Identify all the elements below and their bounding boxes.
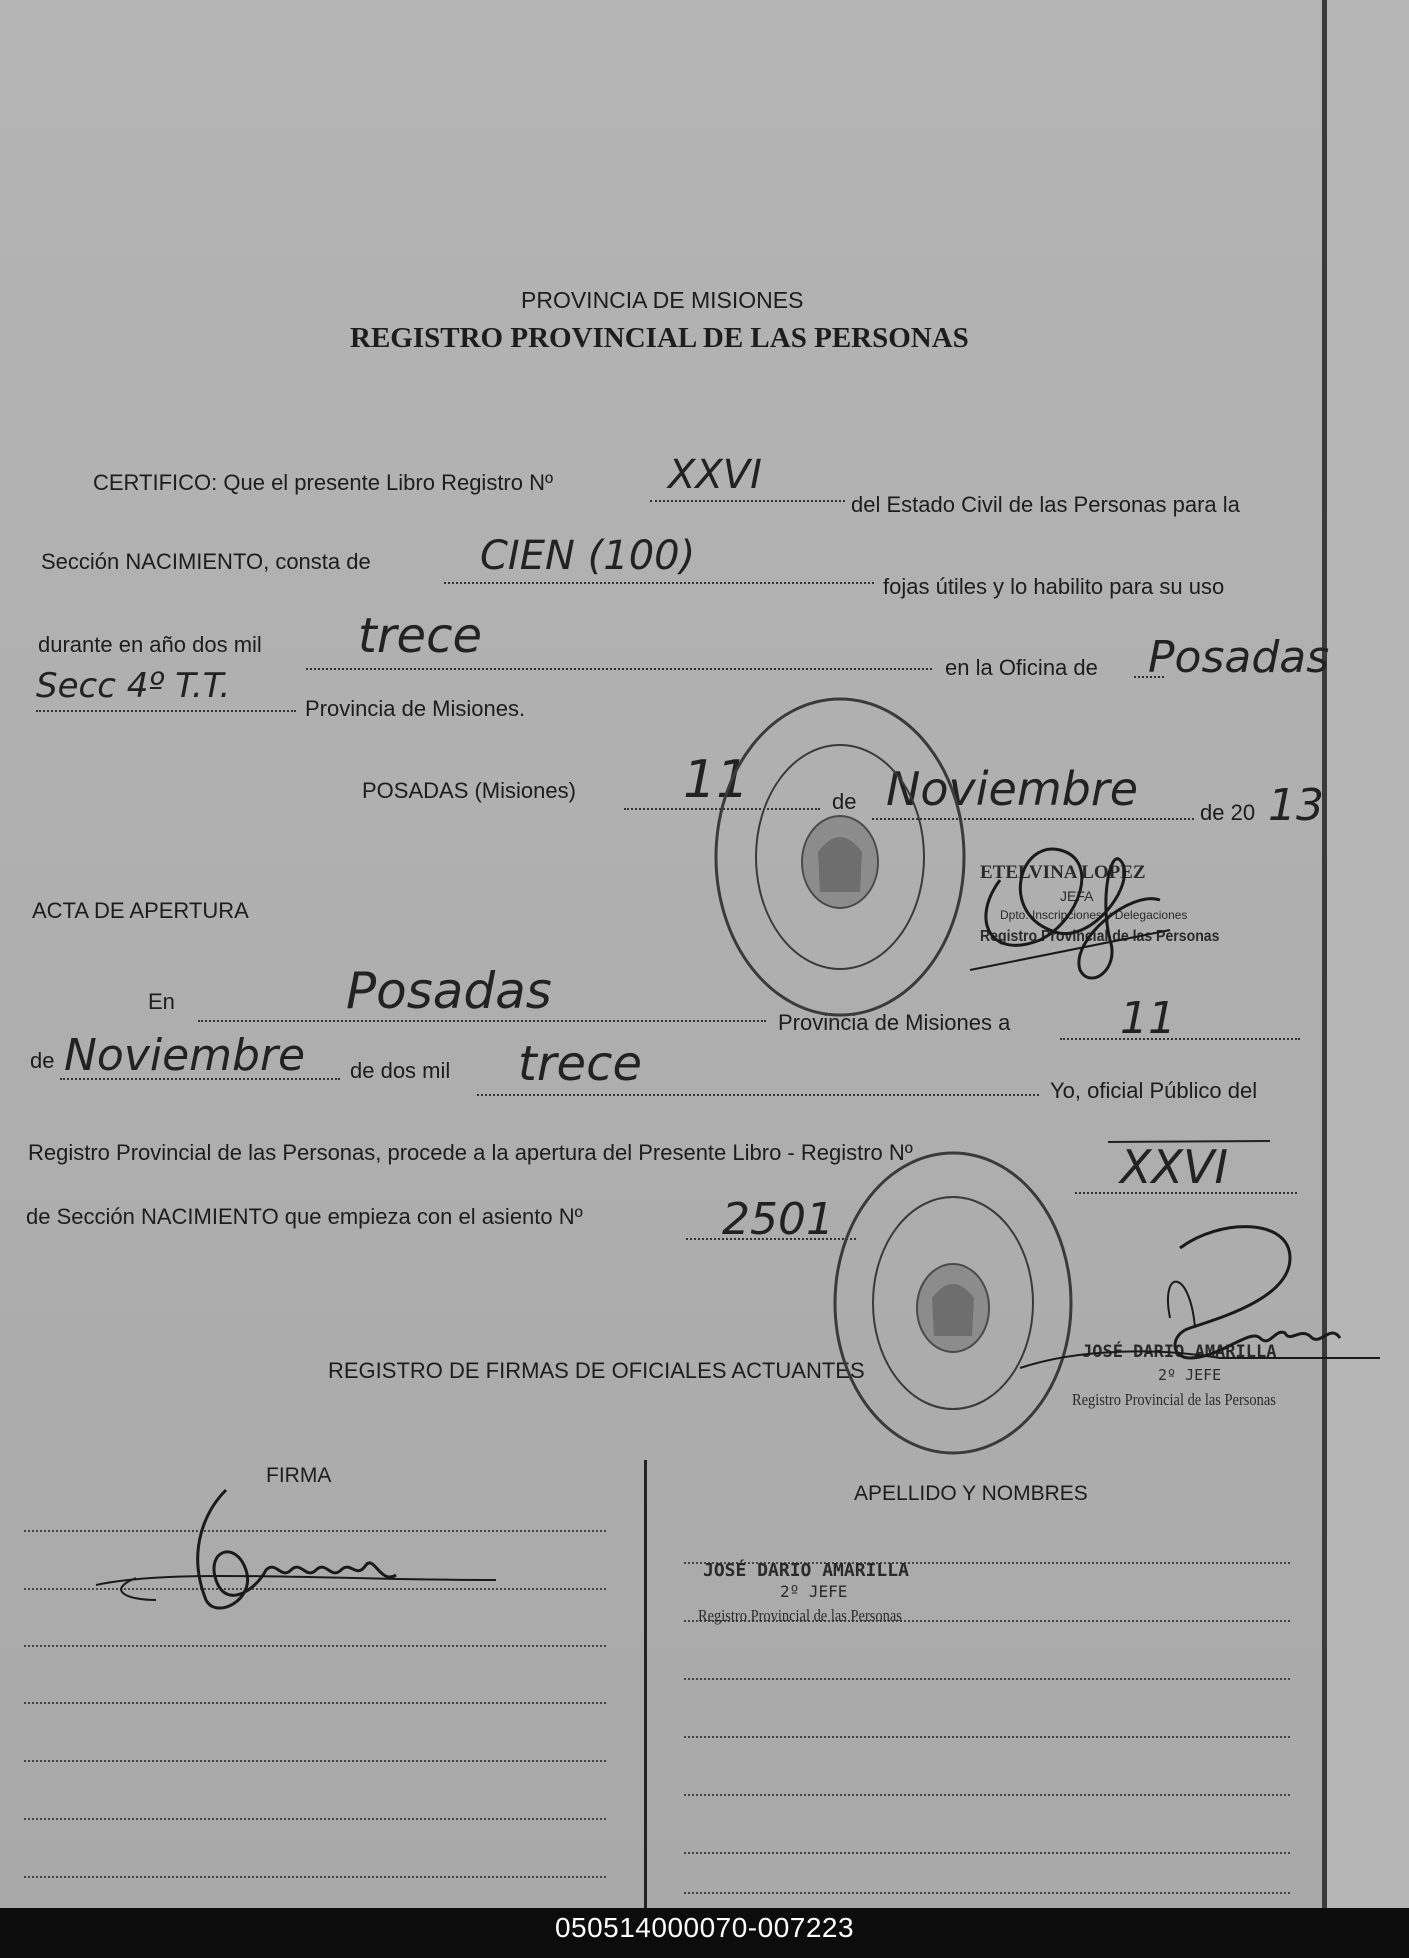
firma-row-line bbox=[24, 1876, 606, 1878]
date-month-handwritten: Noviembre bbox=[886, 762, 1139, 816]
names-column-header: APELLIDO Y NOMBRES bbox=[854, 1482, 1088, 1505]
book-number-handwritten: XXVI bbox=[668, 452, 762, 498]
office-handwritten: Posadas bbox=[1148, 632, 1330, 683]
date-year-prefix: de 20 bbox=[1200, 800, 1256, 825]
scan-margin bbox=[1327, 0, 1409, 1908]
acta-day-dots bbox=[1060, 1038, 1300, 1040]
firma-row-line bbox=[24, 1818, 606, 1820]
certificate-line1-suffix: del Estado Civil de las Personas para la bbox=[851, 492, 1240, 517]
jefa-signature bbox=[960, 820, 1220, 1020]
office-section-dots bbox=[36, 710, 296, 712]
jefe-signature bbox=[1020, 1208, 1380, 1398]
date-year-handwritten: 13 bbox=[1268, 780, 1324, 831]
pages-count-handwritten: CIEN (100) bbox=[480, 533, 696, 579]
jefa-dept: Dpto. Inscripciones y Delegaciones bbox=[1000, 908, 1188, 922]
table-entry-name: JOSÉ DARIO AMARILLA bbox=[703, 1560, 909, 1581]
signatures-heading: REGISTRO DE FIRMAS DE OFICIALES ACTUANTES bbox=[328, 1358, 865, 1383]
acta-year-label: de dos mil bbox=[350, 1058, 451, 1083]
year-words-handwritten: trece bbox=[358, 608, 483, 664]
place-label: POSADAS (Misiones) bbox=[362, 778, 576, 803]
acta-day-handwritten: 11 bbox=[1120, 993, 1176, 1044]
office-section-handwritten: Secc 4º T.T. bbox=[36, 666, 231, 706]
firma-signature bbox=[96, 1470, 436, 1640]
acta-book-number-handwritten: XXVI bbox=[1120, 1140, 1229, 1194]
table-divider bbox=[644, 1460, 647, 1908]
acta-place-handwritten: Posadas bbox=[346, 962, 552, 1020]
firma-row-line bbox=[24, 1645, 606, 1647]
certificate-line4-suffix: Provincia de Misiones. bbox=[305, 696, 526, 721]
jefe-name: JOSÉ DARIO AMARILLA bbox=[1082, 1342, 1277, 1362]
certificate-line2-suffix: fojas útiles y lo habilito para su uso bbox=[883, 574, 1225, 599]
acta-year-dots bbox=[477, 1094, 1039, 1096]
firma-row-line bbox=[24, 1760, 606, 1762]
certificate-line3-prefix: durante en año dos mil bbox=[38, 632, 262, 657]
acta-seccion-line: de Sección NACIMIENTO que empieza con el asiento Nº bbox=[26, 1204, 583, 1229]
names-row-line bbox=[684, 1794, 1290, 1796]
table-entry-title: 2º JEFE bbox=[780, 1582, 848, 1601]
acta-year-handwritten: trece bbox=[518, 1036, 643, 1092]
province-title: PROVINCIA DE MISIONES bbox=[521, 287, 804, 313]
acta-entry-handwritten: 2501 bbox=[722, 1194, 834, 1245]
year-words-dots bbox=[306, 668, 932, 670]
jefe-org: Registro Provincial de las Personas bbox=[1072, 1390, 1276, 1409]
jefa-title: JEFA bbox=[1060, 888, 1094, 904]
book-number-dots bbox=[650, 500, 845, 502]
certificate-line1-prefix: CERTIFICO: Que el presente Libro Registro Nº bbox=[93, 470, 554, 495]
acta-registro-line: Registro Provincial de las Personas, procede a la apertura del Presente Libro - Registro Nº bbox=[28, 1140, 913, 1165]
names-row-line bbox=[684, 1892, 1290, 1894]
jefa-name: ETELVINA LOPEZ bbox=[980, 862, 1146, 883]
names-row-line bbox=[684, 1736, 1290, 1738]
firma-column-header: FIRMA bbox=[266, 1464, 332, 1487]
jefa-org: Registro Provincial de las Personas bbox=[980, 928, 1220, 945]
document-id: 050514000070-007223 bbox=[554, 1912, 855, 1943]
official-seal-top bbox=[710, 692, 970, 1022]
acta-heading: ACTA DE APERTURA bbox=[32, 898, 249, 923]
jefe-title: 2º JEFE bbox=[1158, 1366, 1222, 1384]
pages-count-dots bbox=[444, 582, 874, 584]
acta-place-dots bbox=[198, 1020, 766, 1022]
acta-province-label: Provincia de Misiones a bbox=[778, 1010, 1011, 1035]
table-entry-org: Registro Provincial de las Personas bbox=[698, 1606, 902, 1625]
firma-row-line bbox=[24, 1702, 606, 1704]
date-de-label: de bbox=[832, 789, 857, 814]
certificate-line3-suffix: en la Oficina de bbox=[945, 655, 1098, 680]
date-day-handwritten: 11 bbox=[683, 750, 750, 810]
acta-officer-label: Yo, oficial Público del bbox=[1050, 1078, 1258, 1103]
certificate-line2-prefix: Sección NACIMIENTO, consta de bbox=[41, 549, 371, 574]
acta-de-label: de bbox=[30, 1048, 55, 1073]
registry-title: REGISTRO PROVINCIAL DE LAS PERSONAS bbox=[350, 322, 969, 354]
acta-en-label: En bbox=[148, 989, 175, 1014]
names-row-line bbox=[684, 1852, 1290, 1854]
names-row-line bbox=[684, 1678, 1290, 1680]
acta-month-handwritten: Noviembre bbox=[64, 1030, 306, 1081]
